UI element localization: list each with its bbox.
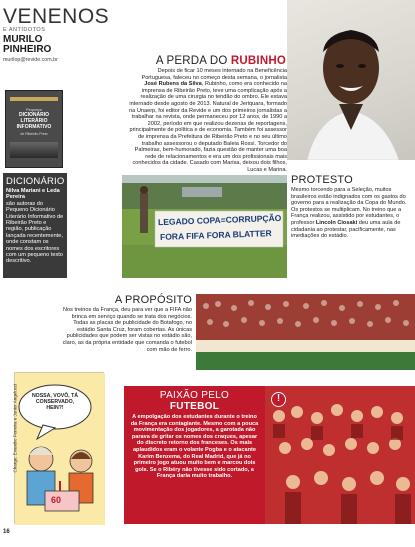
protesto-title: PROTESTO xyxy=(291,174,353,186)
paixao-title-b: FUTEBOL xyxy=(169,401,220,412)
perda-article xyxy=(128,55,286,67)
proposito-title: A PROPÓSITO xyxy=(114,294,192,306)
stadium-photo xyxy=(196,294,415,370)
author-last-name: PINHEIRO xyxy=(3,44,52,55)
charge-credit: Charge: Evandro Ferreira e Junior Angelucci xyxy=(12,383,18,473)
column-header xyxy=(3,6,123,63)
protest-banner-line-2: FORA FIFA FORA BLATTER xyxy=(159,228,272,242)
column-subtitle: E ANTÍDOTOS xyxy=(3,27,46,33)
alert-icon: ! xyxy=(271,392,286,407)
dicionario-text: são autoras do Pequeno Dicionário Literário Informativo de Ribeirão Preto e região, publicação lançada recentemente, onde constam os nomes dos escritores com um pequeno texto descritivo. xyxy=(6,200,64,265)
page-number: 16 xyxy=(3,529,10,535)
author-email: murilop@revide.com.br xyxy=(3,57,58,63)
paixao-box xyxy=(124,386,265,524)
book-cover-image: Pequeno DICIONÁRIO LITERÁRIO INFORMATIVO de Ribeirão Preto xyxy=(5,90,63,168)
dicionario-title: DICIONÁRIO xyxy=(6,176,65,187)
perda-title: A PERDA DO RUBINHO xyxy=(155,55,286,67)
protest-banner-line-1: LEGADO COPA=CORRUPÇÃO xyxy=(157,212,282,228)
charge-cake-number: 60 xyxy=(51,495,62,505)
column-title: VENENOS xyxy=(3,5,110,28)
protesto-article xyxy=(291,174,413,240)
protesto-text: Mesmo torcendo para a Seleção, muitos brasileiros estão indignados com os gastos do governo para a realização da Copa do Mundo. Os protestos se multiplicam. No treino que a França realizou, assistido por estudantes, o professor Lincoln Ciosaki deu uma aula de cidadania ao protestar, pacificamente, nas imediações do estádio. xyxy=(291,187,407,240)
dicionario-names: Nilva Mariani e Leda Pereira xyxy=(6,188,60,201)
paixao-text: A empolgação dos estudantes durante o treino da França era contagiante. Mesmo com a pouca movimentação dos jogadores, a garotada não parava de gritar os nomes dos craques, apesar do discreto retorno dos franceses. Os mais aplaudidos eram o volante Pogba e o atacante Karim Benzema, do Real Madrid, que já no primeiro jogo atuou muito bem e marcou dois gols. Se o Ribéry não tivesse sido cortado, a França daria muito trabalho. xyxy=(130,414,259,480)
rubinho-photo xyxy=(287,0,415,160)
proposito-text: Nos treinos da França, deu para ver que a FIFA não brinca em serviço quando se trata dos negócios. Todas as placas de publicidade do Botafogo, no estádio Santa Cruz, foram cobertas. As únicas publicidades que podem ser vistas no estádio são, claro, as da própria entidade que comanda o futebol com mão de ferro. xyxy=(62,307,192,353)
protesto-photo xyxy=(122,175,287,278)
charge-cartoon xyxy=(14,372,104,524)
author-first-name: MURILO xyxy=(3,34,43,45)
perda-text: Depois de ficar 10 meses internado na Beneficência Portuguesa, faleceu no começo desta semana, o jornalista José Rubens da Silva, Rubinho, como era conhecido na imprensa de Ribeirão Preto, teve uma complicação após a realização de uma cirurgia no tendão do ombro. Ele estava internado desde agosto de 2013. Natural de Jeriquara, formado na Unaerp, foi editor da Revide e um dos primeiros jornalistas a trabalhar na revista, onde permaneceu por 12 anos, de 1990 a 2002, período em que realizou dezenas de reportagens, principalmente de política e de economia. Também foi assessor de imprensa da Prefeitura de Ribeirão Preto e no seu último trabalho assessorou o deputado Baleia Rossi. Torcedor do Palmeiras, bem-humorado, fazia questão de manter uma boa rede de relacionamentos e era um dos profissionais mais conhecidos da cidade. Casado com Marisa, deixou dois filhos, Lucas e Marina. xyxy=(129,68,287,173)
charge-speech-bubble: NOSSA, VOVÔ, TÁ CONSERVADO, HEIN?! xyxy=(31,393,79,411)
proposito-article xyxy=(60,294,192,353)
crowd-photo xyxy=(265,386,415,524)
paixao-title-a: PAIXÃO PELO xyxy=(159,390,230,401)
dicionario-box xyxy=(3,173,67,278)
